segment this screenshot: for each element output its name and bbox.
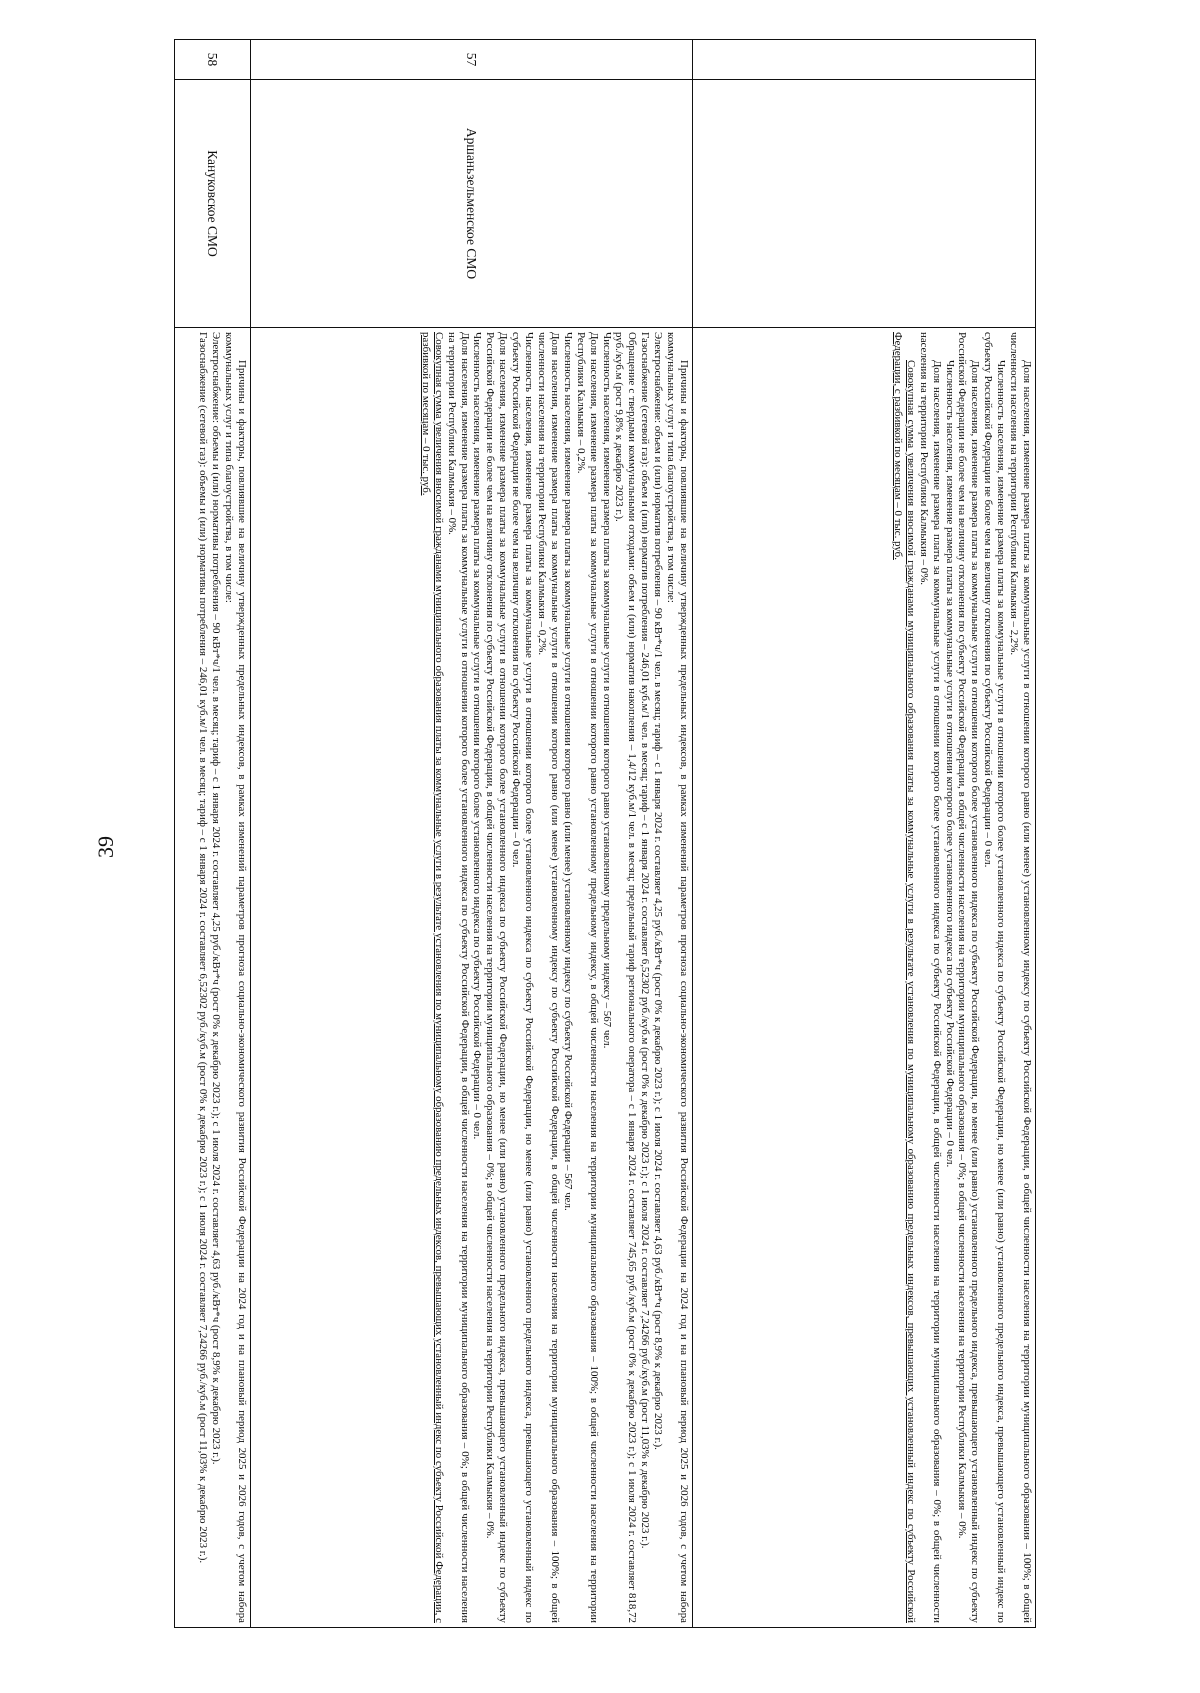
description-paragraph: Электроснабжение: объем и (или) норматив потребления – 90 кВт*ч/1 чел. в месяц; тариф – с 1 января 2024 г. составляет 4,25 руб./кВт*ч (рост 0% к декабрю 2023 г.); с 1 июля 2024 г. составляет 4,63 руб./кВт*ч (рост 8,9% к декабрю 2023 г.). [652, 332, 665, 1450]
description-paragraph: Совокупная сумма увеличения вносимой гражданами муниципального образования платы за коммунальные услуги в результате установления по муниципальному образованию предельных индексов, превышающих установленный индекс по субъекту Российской Федерации, с разбивкой по месяцам – 0 тыс. руб. [419, 332, 445, 1623]
description-paragraph: Доля населения, изменение размера платы за коммунальные услуги в отношении которого равно (или менее) установленному индексу по субъекту Российской Федерации, в общей численности населения на территории муниципального образования – 100%; в общей численности населения на территории Республики Калмыкия – 0,2%. [536, 332, 561, 1623]
description-paragraph: Численность населения, изменение размера платы за коммунальные услуги в отношении которого более установленного индекса по субъекту Российской Федерации – 0 чел. [943, 360, 956, 1168]
page-number: 39 [93, 836, 118, 858]
description-paragraph: Доля населения, изменение размера платы за коммунальные услуги в отношении которого более установленного индекса по субъекту Российской Федерации, в общей численности населения на территории муниципального образования – 0%; в общей численности населения на территории Республики Калмыкия – 0%. [445, 332, 471, 1623]
row-number [693, 40, 1036, 80]
row-number: 57 [251, 40, 693, 80]
description-paragraph: Численность населения, изменение размера платы за коммунальные услуги в отношении которого более установленного индекса по субъекту Российской Федерации, но менее (или равно) установленного предельного индекса, превышающего установленный индекс по субъекту Российской Федерации не более чем на величину отклонения по субъекту Российской Федерации – 0 чел. [510, 332, 536, 1623]
description-paragraph: Газоснабжение (сетевой газ): объем и (или) норматив потребления – 246,01 куб.м/1 чел. в месяц; тариф – с 1 января 2024 г. составляет 6,52302 руб./куб.м (рост 0% к декабрю 2023 г.); с 1 июля 2024 г. составляет 7,24266 руб./куб.м (рост 11,03% к декабрю 2023 г.). [639, 332, 652, 1549]
description-paragraph: Доля населения, изменение размера платы за коммунальные услуги в отношении которого более установленного индекса по субъекту Российской Федерации, в общей численности населения на территории муниципального образования – 0%; в общей численности населения на территории Республики Калмыкия – 0%. [917, 332, 943, 1623]
description-paragraph: Причины и факторы, повлиявшие на величину утвержденных предельных индексов, в рамках изменений параметров прогноза социально-экономического развития Российской Федерации на 2024 год и на плановый период 2025 и 2026 годов, с учетом набора коммунальных услуг и типа благоустройства, в том числе: [223, 332, 248, 1623]
row-number: 58 [175, 40, 251, 80]
description-paragraph: Газоснабжение (сетевой газ): объемы и (или) нормативы потребления – 246,01 куб.м/1 чел. в месяц; тариф – с 1 января 2024 г. составляет 6,52302 руб./куб.м (рост 0% к декабрю 2023 г.); с 1 июля 2024 г. составляет 7,24266 руб./куб.м (рост 11,03% к декабрю 2023 г.). [197, 332, 210, 1564]
municipality-name: Аршаньзельменское СМО [251, 80, 693, 328]
municipality-name [693, 80, 1036, 328]
table-row [251, 40, 693, 1628]
description-paragraph: Причины и факторы, повлиявшие на величину утвержденных предельных индексов, в рамках изменений параметров прогноза социально-экономического развития Российской Федерации на 2024 год и на плановый период 2025 и 2026 годов, с учетом набора коммунальных услуг и типа благоустройства, в том числе: [665, 332, 690, 1623]
description-paragraph: Доля населения, изменение размера платы за коммунальные услуги в отношении которого равно установленному предельному индексу, в общей численности населения на территории муниципального образования – 100%; в общей численности населения на территории Республики Калмыкия – 0,2%. [574, 332, 600, 1623]
description-paragraph: Электроснабжение: объемы и (или) нормативы потребления – 90 кВт*ч/1 чел. в месяц; тариф – с 1 января 2024 г. составляет 4,25 руб./кВт*ч (рост 0% к декабрю 2023 г.); с 1 июля 2024 г. составляет 4,63 руб./кВт*ч (рост 8,9% к декабрю 2023 г.). [210, 332, 223, 1465]
description-paragraph: Совокупная сумма увеличения вносимой гражданами муниципального образования платы за коммунальные услуги в результате установления по муниципальному образованию предельных индексов, превышающих установленный индекс по субъекту Российской Федерации, с разбивкой по месяцам – 0 тыс. руб. [891, 332, 917, 1623]
description-paragraph: Численность населения, изменение размера платы за коммунальные услуги в отношении которого равно (или менее) установленному индексу по субъекту Российской Федерации – 567 чел. [561, 332, 574, 1211]
indices-table [174, 39, 1036, 1628]
description-paragraph: Численность населения, изменение размера платы за коммунальные услуги в отношении которого равно установленному предельному индексу – 567 чел. [600, 332, 613, 1049]
description-cell [693, 328, 1036, 1628]
table-row [175, 40, 251, 1628]
description-paragraph: Доля населения, изменение размера платы за коммунальные услуги в отношении которого более установленного индекса по субъекту Российской Федерации, но менее (или равно) установленного предельного индекса, превышающего установленный индекс по субъекту Российской Федерации не более чем на величину отклонения по субъекту Российской Федерации, в общей численности населения на территории муниципального образования – 0%; в общей численности населения на территории Республики Калмыкия – 0%. [484, 332, 510, 1623]
description-paragraph: Доля населения, изменение размера платы за коммунальные услуги в отношении которого более установленного индекса по субъекту Российской Федерации, но менее (или равно) установленного предельного индекса, превышающего установленный индекс по субъекту Российской Федерации не более чем на величину отклонения по субъекту Российской Федерации, в общей численности населения на территории муниципального образования – 0%; в общей численности населения на территории Республики Калмыкия – 0%. [956, 332, 982, 1623]
rotated-table-wrapper [174, 39, 1036, 1628]
table-row [693, 40, 1036, 1628]
description-cell [251, 328, 693, 1628]
description-paragraph: Обращение с твердыми коммунальными отходами: объем и (или) норматив накопления – 1,4/12 куб.м/1 чел. в месяц; предельный тариф регионального оператора – с 1 января 2024 г. составляет 745,65 руб./куб.м (рост 0% к декабрю 2023 г.); с 1 июля 2024 г. составляет 818,72 руб./куб.м (рост 9,8% к декабрю 2023 г.). [613, 332, 639, 1623]
description-paragraph: Доля населения, изменение размера платы за коммунальные услуги в отношении которого равно (или менее) установленному индексу по субъекту Российской Федерации, в общей численности населения на территории муниципального образования – 100%; в общей численности населения на территории Республики Калмыкия – 2,2%. [1008, 332, 1033, 1623]
description-cell [175, 328, 251, 1628]
description-paragraph: Численность населения, изменение размера платы за коммунальные услуги в отношении которого более установленного индекса по субъекту Российской Федерации – 0 чел. [471, 332, 484, 1140]
description-paragraph: Численность населения, изменение размера платы за коммунальные услуги в отношении которого более установленного индекса по субъекту Российской Федерации, но менее (или равно) установленного предельного индекса, превышающего установленный индекс по субъекту Российской Федерации не более чем на величину отклонения по субъекту Российской Федерации – 0 чел. [982, 332, 1008, 1623]
municipality-name: Кануковское СМО [175, 80, 251, 328]
